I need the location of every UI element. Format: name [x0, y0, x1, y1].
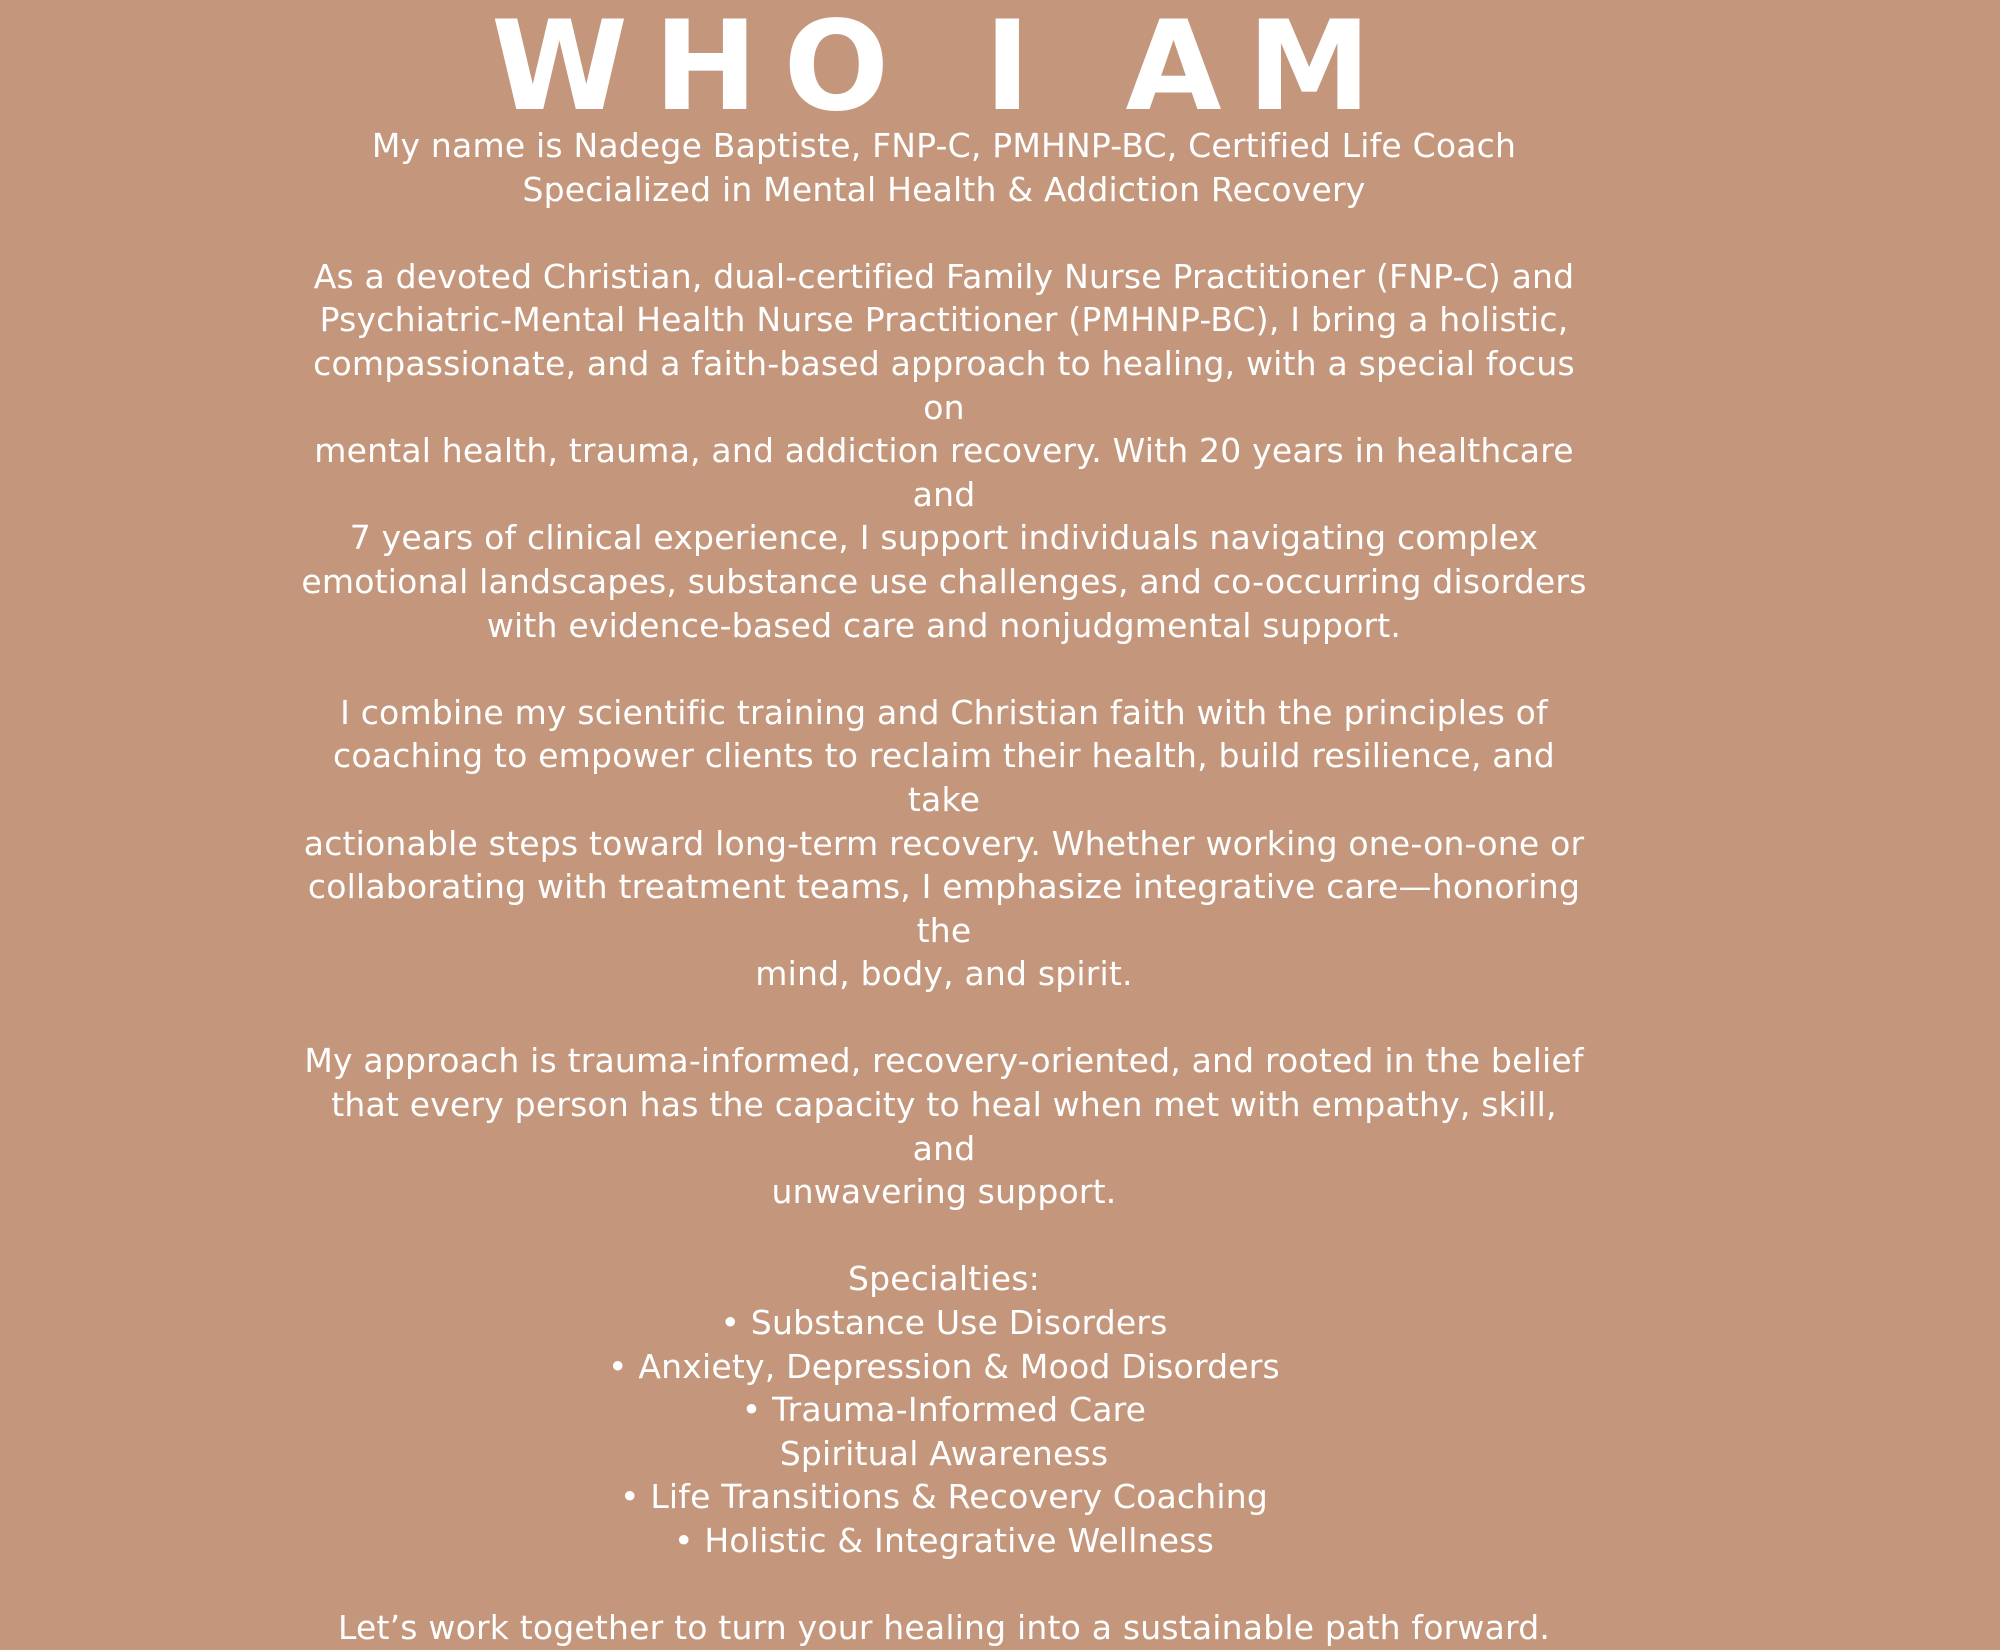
paragraph-line: that every person has the capacity to heal when met with empathy, skill, and — [331, 1085, 1557, 1168]
paragraph-line: compassionate, and a faith-based approach to healing, with a special focus on — [313, 343, 1575, 427]
bio-content — [300, 124, 1588, 1650]
paragraph-line: My approach is trauma-informed, recovery-oriented, and rooted in the belief — [304, 1041, 1584, 1081]
paragraph-spacer — [300, 1214, 1588, 1258]
closing-line: Let’s work together to turn your healing into a sustainable path forward. — [337, 1608, 1551, 1648]
paragraph-line: 7 years of clinical experience, I support individuals navigating complex — [349, 518, 1539, 558]
specialty-item: • Anxiety, Depression & Mood Disorders — [608, 1346, 1280, 1386]
intro-line: My name is Nadege Baptiste, FNP-C, PMHNP-BC, Certified Life Coach — [371, 126, 1517, 165]
intro-block — [300, 124, 1588, 211]
paragraph-line: mind, body, and spirit. — [755, 954, 1133, 994]
paragraph-spacer — [300, 996, 1588, 1040]
paragraph-line: collaborating with treatment teams, I emphasize integrative care—honoring the — [307, 867, 1581, 950]
specialties-label: Specialties: — [847, 1259, 1041, 1299]
specialties-list — [300, 1301, 1588, 1563]
paragraph-line: unwavering support. — [771, 1172, 1117, 1212]
paragraph-spacer — [300, 647, 1588, 691]
paragraph-line: actionable steps toward long-term recovery. Whether working one-on-one or — [303, 823, 1585, 863]
paragraph-line: mental health, trauma, and addiction recovery. With 20 years in healthcare and — [314, 431, 1574, 514]
approach-paragraph — [300, 1039, 1588, 1213]
coaching-paragraph — [300, 691, 1588, 996]
paragraph-spacer — [300, 211, 1588, 255]
specialties-section — [300, 1257, 1588, 1562]
paragraph-line: with evidence-based care and nonjudgmental support. — [486, 605, 1402, 645]
specialty-item: • Life Transitions & Recovery Coaching — [619, 1477, 1269, 1517]
paragraph-spacer — [300, 1563, 1588, 1607]
page-title: WHO I AM — [491, 0, 1397, 139]
background-paragraph — [300, 255, 1588, 647]
paragraph-line: coaching to empower clients to reclaim their health, build resilience, and take — [333, 736, 1555, 819]
specialty-item: Spiritual Awareness — [779, 1433, 1109, 1473]
paragraph-line: As a devoted Christian, dual-certified Family Nurse Practitioner (FNP-C) and — [313, 256, 1575, 296]
paragraph-line: I combine my scientific training and Christian faith with the principles of — [340, 692, 1548, 732]
paragraph-line: emotional landscapes, substance use challenges, and co-occurring disorders — [301, 561, 1587, 601]
specialty-item: • Substance Use Disorders — [720, 1303, 1168, 1343]
specialty-item: • Trauma-Informed Care — [741, 1390, 1147, 1430]
specialty-item: • Holistic & Integrative Wellness — [673, 1521, 1215, 1560]
paragraph-line: Psychiatric-Mental Health Nurse Practitioner (PMHNP-BC), I bring a holistic, — [319, 300, 1569, 340]
intro-line: Specialized in Mental Health & Addiction Recovery — [522, 169, 1366, 209]
